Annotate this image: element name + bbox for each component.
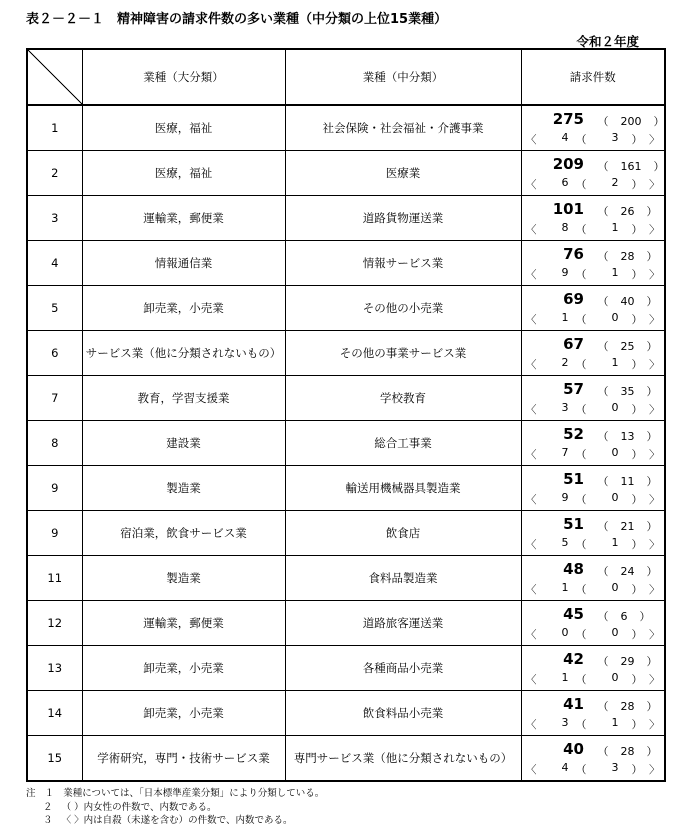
table-title: 表２－２－１ 精神障害の請求件数の多い業種（中分類の上位15業種） [26, 12, 448, 27]
fiscal-year-label: 令和２年度 [576, 34, 639, 49]
footnote-1 [26, 787, 324, 801]
mid-industry-cell: 食料品製造業 [285, 556, 521, 601]
major-industry-cell: 学術研究，専門・技術サービス業 [82, 736, 285, 782]
footnote-number: １ [44, 788, 55, 799]
industry-claims-table [26, 48, 666, 782]
suicide-female-count-value: 1 [611, 221, 619, 234]
suicide-female-count-value: 0 [611, 311, 619, 324]
rank-cell: 2 [27, 151, 82, 196]
total-claims: 209 [552, 155, 584, 173]
female-claims: （ 26 ） [597, 205, 658, 218]
suicide-count-value: 0 [561, 626, 569, 639]
rank-cell: 3 [27, 196, 82, 241]
female-count-value: 29 [620, 655, 635, 668]
total-claims: 52 [563, 425, 584, 443]
suicide-count-value: 2 [561, 356, 569, 369]
female-claims: （ 35 ） [597, 385, 658, 398]
mid-industry-cell: 輸送用機械器具製造業 [285, 466, 521, 511]
mid-industry-cell: 道路旅客運送業 [285, 601, 521, 646]
header-row [27, 49, 665, 105]
total-claims: 67 [563, 335, 584, 353]
suicide-female-count-value: 1 [611, 536, 619, 549]
female-count-value: 11 [620, 475, 635, 488]
suicide-count-value: 3 [561, 401, 569, 414]
header-major-industry: 業種（大分類） [82, 49, 285, 105]
footnote-2 [26, 801, 324, 815]
female-claims: （ 28 ） [597, 745, 658, 758]
suicide-count-value: 9 [561, 266, 569, 279]
female-count-value: 25 [620, 340, 635, 353]
major-industry-cell: 情報通信業 [82, 241, 285, 286]
table-row [27, 376, 665, 421]
claim-count-cell: 57 （ 35 ） 〈 3 （ 0 ） 〉 [521, 376, 665, 421]
female-count-value: 28 [620, 745, 635, 758]
footnotes [26, 787, 324, 828]
footnote-3 [26, 814, 324, 828]
suicide-female-count-value: 0 [611, 401, 619, 414]
rank-cell: 6 [27, 331, 82, 376]
major-industry-cell: 宿泊業，飲食サービス業 [82, 511, 285, 556]
major-industry-cell: サービス業（他に分類されないもの） [82, 331, 285, 376]
mid-industry-cell: 社会保険・社会福祉・介護事業 [285, 105, 521, 151]
footnote-text: 業種については、「日本標準産業分類」により分類している。 [63, 788, 325, 799]
claim-count-cell: 76 （ 28 ） 〈 9 （ 1 ） 〉 [521, 241, 665, 286]
female-claims: （ 161 ） [597, 160, 665, 173]
major-industry-cell: 運輸業，郵便業 [82, 601, 285, 646]
major-industry-cell: 運輸業，郵便業 [82, 196, 285, 241]
footnote-label: 注 [26, 788, 36, 799]
total-claims: 51 [563, 515, 584, 533]
total-claims: 41 [563, 695, 584, 713]
major-industry-cell: 製造業 [82, 466, 285, 511]
total-claims: 69 [563, 290, 584, 308]
suicide-count-value: 1 [561, 581, 569, 594]
claim-count-cell: 69 （ 40 ） 〈 1 （ 0 ） 〉 [521, 286, 665, 331]
mid-industry-cell: 情報サービス業 [285, 241, 521, 286]
mid-industry-cell: 飲食店 [285, 511, 521, 556]
female-claims: （ 200 ） [597, 115, 665, 128]
total-claims: 48 [563, 560, 584, 578]
major-industry-cell: 医療，福祉 [82, 151, 285, 196]
total-claims: 76 [563, 245, 584, 263]
female-claims: （ 21 ） [597, 520, 658, 533]
female-count-value: 13 [620, 430, 635, 443]
rank-cell: 7 [27, 376, 82, 421]
suicide-female-count-value: 2 [611, 176, 619, 189]
suicide-female-count-value: 0 [611, 671, 619, 684]
female-count-value: 28 [620, 700, 635, 713]
major-industry-cell: 建設業 [82, 421, 285, 466]
header-claim-count: 請求件数 [521, 49, 665, 105]
suicide-count-value: 5 [561, 536, 569, 549]
suicide-female-count-value: 1 [611, 266, 619, 279]
total-claims: 42 [563, 650, 584, 668]
rank-cell: 9 [27, 466, 82, 511]
suicide-count-value: 3 [561, 716, 569, 729]
major-industry-cell: 卸売業，小売業 [82, 646, 285, 691]
mid-industry-cell: 医療業 [285, 151, 521, 196]
female-claims: （ 25 ） [597, 340, 658, 353]
table-row [27, 601, 665, 646]
mid-industry-cell: 総合工事業 [285, 421, 521, 466]
total-claims: 57 [563, 380, 584, 398]
suicide-count-value: 8 [561, 221, 569, 234]
suicide-count-value: 6 [561, 176, 569, 189]
suicide-female-count-value: 1 [611, 356, 619, 369]
suicide-female-count-value: 3 [611, 131, 619, 144]
mid-industry-cell: その他の小売業 [285, 286, 521, 331]
claim-count-cell: 48 （ 24 ） 〈 1 （ 0 ） 〉 [521, 556, 665, 601]
female-count-value: 21 [620, 520, 635, 533]
total-claims: 40 [563, 740, 584, 758]
table-row [27, 331, 665, 376]
female-count-value: 28 [620, 250, 635, 263]
suicide-female-count-value: 1 [611, 716, 619, 729]
rank-cell: 12 [27, 601, 82, 646]
rank-cell: 14 [27, 691, 82, 736]
female-count-value: 35 [620, 385, 635, 398]
table-row [27, 421, 665, 466]
claim-count-cell: 52 （ 13 ） 〈 7 （ 0 ） 〉 [521, 421, 665, 466]
claim-count-cell: 40 （ 28 ） 〈 4 （ 3 ） 〉 [521, 736, 665, 782]
claim-count-cell: 41 （ 28 ） 〈 3 （ 1 ） 〉 [521, 691, 665, 736]
female-count-value: 24 [620, 565, 635, 578]
rank-cell: 9 [27, 511, 82, 556]
female-count-value: 6 [620, 610, 628, 623]
female-claims: （ 28 ） [597, 250, 658, 263]
table-row [27, 511, 665, 556]
total-claims: 45 [563, 605, 584, 623]
table-row [27, 105, 665, 151]
suicide-female-count-value: 0 [611, 446, 619, 459]
suicide-count-value: 4 [561, 761, 569, 774]
female-count-value: 200 [620, 115, 642, 128]
suicide-female-count-value: 0 [611, 626, 619, 639]
table-row [27, 736, 665, 782]
mid-industry-cell: 専門サービス業（他に分類されないもの） [285, 736, 521, 782]
suicide-count-value: 1 [561, 671, 569, 684]
table-row [27, 241, 665, 286]
footnote-number: ２ [43, 801, 53, 813]
female-claims: （ 29 ） [597, 655, 658, 668]
footnote-text: （ ）内女性の件数で、内数である。 [61, 801, 217, 813]
female-count-value: 161 [620, 160, 642, 173]
table-row [27, 646, 665, 691]
claim-count-cell: 209 （ 161 ） 〈 6 （ 2 ） 〉 [521, 151, 665, 196]
suicide-count-value: 9 [561, 491, 569, 504]
claim-count-cell: 42 （ 29 ） 〈 1 （ 0 ） 〉 [521, 646, 665, 691]
mid-industry-cell: その他の事業サービス業 [285, 331, 521, 376]
suicide-female-count-value: 3 [611, 761, 619, 774]
female-count-value: 26 [620, 205, 635, 218]
suicide-count-value: 7 [561, 446, 569, 459]
table-row [27, 466, 665, 511]
total-claims: 51 [563, 470, 584, 488]
suicide-female-count-value: 0 [611, 581, 619, 594]
rank-cell: 1 [27, 105, 82, 151]
claim-count-cell: 275 （ 200 ） 〈 4 （ 3 ） 〉 [521, 105, 665, 151]
major-industry-cell: 卸売業，小売業 [82, 286, 285, 331]
footnote-text: 〈 〉内は自殺（未遂を含む）の件数で、内数である。 [61, 815, 293, 826]
female-count-value: 40 [620, 295, 635, 308]
table-row [27, 691, 665, 736]
table-row [27, 196, 665, 241]
table-row [27, 151, 665, 196]
female-claims: （ 28 ） [597, 700, 658, 713]
claim-count-cell: 45 （ 6 ） 〈 0 （ 0 ） 〉 [521, 601, 665, 646]
claim-count-cell: 51 （ 11 ） 〈 9 （ 0 ） 〉 [521, 466, 665, 511]
female-claims: （ 11 ） [597, 475, 658, 488]
female-claims: （ 6 ） [597, 610, 651, 623]
female-claims: （ 24 ） [597, 565, 658, 578]
female-claims: （ 13 ） [597, 430, 658, 443]
rank-cell: 4 [27, 241, 82, 286]
header-mid-industry: 業種（中分類） [285, 49, 521, 105]
mid-industry-cell: 学校教育 [285, 376, 521, 421]
table-row [27, 556, 665, 601]
major-industry-cell: 卸売業，小売業 [82, 691, 285, 736]
major-industry-cell: 医療，福祉 [82, 105, 285, 151]
corner-diagonal-cell [27, 49, 82, 105]
female-claims: （ 40 ） [597, 295, 658, 308]
total-claims: 101 [552, 200, 584, 218]
total-claims: 275 [552, 110, 584, 128]
rank-cell: 11 [27, 556, 82, 601]
claim-count-cell: 67 （ 25 ） 〈 2 （ 1 ） 〉 [521, 331, 665, 376]
rank-cell: 15 [27, 736, 82, 782]
major-industry-cell: 製造業 [82, 556, 285, 601]
table-row [27, 286, 665, 331]
mid-industry-cell: 道路貨物運送業 [285, 196, 521, 241]
major-industry-cell: 教育，学習支援業 [82, 376, 285, 421]
claim-count-cell: 101 （ 26 ） 〈 8 （ 1 ） 〉 [521, 196, 665, 241]
rank-cell: 8 [27, 421, 82, 466]
mid-industry-cell: 各種商品小売業 [285, 646, 521, 691]
suicide-count-value: 4 [561, 131, 569, 144]
mid-industry-cell: 飲食料品小売業 [285, 691, 521, 736]
suicide-count-value: 1 [561, 311, 569, 324]
rank-cell: 5 [27, 286, 82, 331]
suicide-female-count-value: 0 [611, 491, 619, 504]
footnote-number: ３ [43, 815, 53, 826]
claim-count-cell: 51 （ 21 ） 〈 5 （ 1 ） 〉 [521, 511, 665, 556]
rank-cell: 13 [27, 646, 82, 691]
